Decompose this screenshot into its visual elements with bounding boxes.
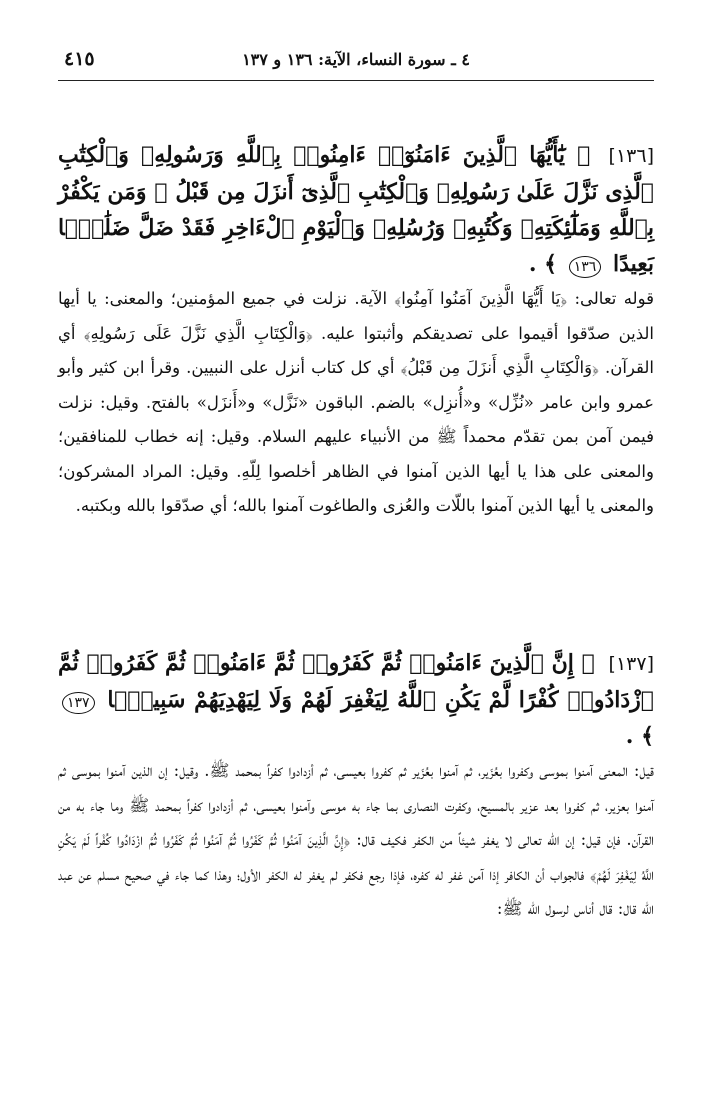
page-header <box>58 46 654 81</box>
verse-137 <box>58 645 654 754</box>
commentary-paragraph: قوله تعالى: ﴿يَا أَيُّهَا الَّذِينَ آمَنُوا آمِنُوا﴾ الآية. نزلت في جميع المؤمنين؛ والمعنى: يا أيها الذين صدّقوا أقيموا على تصديقكم وأثبتوا عليه. ﴿وَالْكِتَابِ الَّذِي نَزَّلَ عَلَى رَسُولِهِ﴾ أي القرآن. ﴿وَالْكِتَابِ الَّذِي أَنزَلَ مِن قَبْلُ﴾ أي كل كتاب أنزل على النبيين. وقرأ ابن كثير وأبو عمرو وابن عامر «نُزِّل» و«أُنزِل» بالضم. الباقون «نَزَّل» و«أَنزَل» بالفتح. وقيل: نزلت فيمن آمن بمن تقدّم محمداً ﷺ من الأنبياء عليهم السلام. وقيل: إنه خطاب للمنافقين؛ والمعنى على هذا يا أيها الذين آمنوا في الظاهر أخلصوا لِلّهِ. وقيل: المراد المشركون؛ والمعنى يا أيها الذين آمنوا باللّات والعُزى والطاغوت آمنوا بالله؛ أي صدّقوا بالله وبكتبه. <box>58 289 654 515</box>
ayah-marker-icon: ١٣٦ <box>569 256 602 278</box>
commentary-136 <box>58 282 654 524</box>
verse-text: ﴿ يَٰٓأَيُّهَا ٱلَّذِينَ ءَامَنُوٓا۟ ءَامِنُوا۟ بِٱللَّهِ وَرَسُولِهِۦ وَٱلْكِتَٰبِ ٱلَّذِى نَزَّلَ عَلَىٰ رَسُولِهِۦ وَٱلْكِتَٰبِ ٱلَّذِىٓ أَنزَلَ مِن قَبْلُ ۚ وَمَن يَكْفُرْ بِٱللَّهِ وَمَلَٰٓئِكَتِهِۦ وَكُتُبِهِۦ وَرُسُلِهِۦ وَٱلْيَوْمِ ٱلْءَاخِرِ فَقَدْ ضَلَّ ضَلَٰلًۢا بَعِيدًا <box>58 142 654 277</box>
verse-closing: ﴾ . <box>625 723 654 749</box>
verse-136 <box>58 137 654 282</box>
commentary-paragraph: قيل: المعنى آمنوا بموسى وكفروا بعُزَير، ثم آمنوا بعُزَير ثم كفروا بعيسى، ثم أزدادوا كفراً بمحمد ﷺ. وقيل: إن الذين آمنوا بموسى ثم آمنوا بعزير، ثم كفروا بعد عزير بالمسيح، وكفرت النصارى بما جاء به موسى وآمنوا بعيسى، ثم أزدادوا كفراً بمحمد ﷺ وما جاء به من القرآن. فإن قيل: إن الله تعالى لا يغفر شيئاً من الكفر فكيف قال: ﴿إِنَّ الَّذِينَ آمَنُوا ثُمَّ كَفَرُوا ثُمَّ آمَنُوا ثُمَّ كَفَرُوا ثُمَّ ازْدَادُوا كُفْراً لَمْ يَكُنِ اللَّهُ لِيَغْفِرَ لَهُمْ﴾ فالجواب أن الكافر إذا آمن غفر له كفره، فإذا رجع فكفر لم يغفر له الكفر الأول؛ وهذا كما جاء في صحيح مسلم عن عبد الله قال: قال أناس لرسول الله ﷺ: <box>58 761 654 918</box>
verse-text: ﴿ إِنَّ ٱلَّذِينَ ءَامَنُوا۟ ثُمَّ كَفَرُوا۟ ثُمَّ ءَامَنُوا۟ ثُمَّ كَفَرُوا۟ ثُمَّ ٱزْدَادُوا۟ كُفْرًا لَّمْ يَكُنِ ٱللَّهُ لِيَغْفِرَ لَهُمْ وَلَا لِيَهْدِيَهُمْ سَبِيلًۢا <box>58 650 654 713</box>
ayah-marker-icon: ١٣٧ <box>62 692 95 714</box>
page-number: ٤١٥ <box>64 48 95 70</box>
verse-number: [١٣٦] <box>608 145 654 167</box>
verse-closing: ﴾ . <box>528 251 558 277</box>
running-title: ٤ ـ سورة النساء، الآية: ١٣٦ و ١٣٧ <box>242 50 470 69</box>
commentary-137 <box>58 754 654 927</box>
verse-number: [١٣٧] <box>608 653 654 675</box>
